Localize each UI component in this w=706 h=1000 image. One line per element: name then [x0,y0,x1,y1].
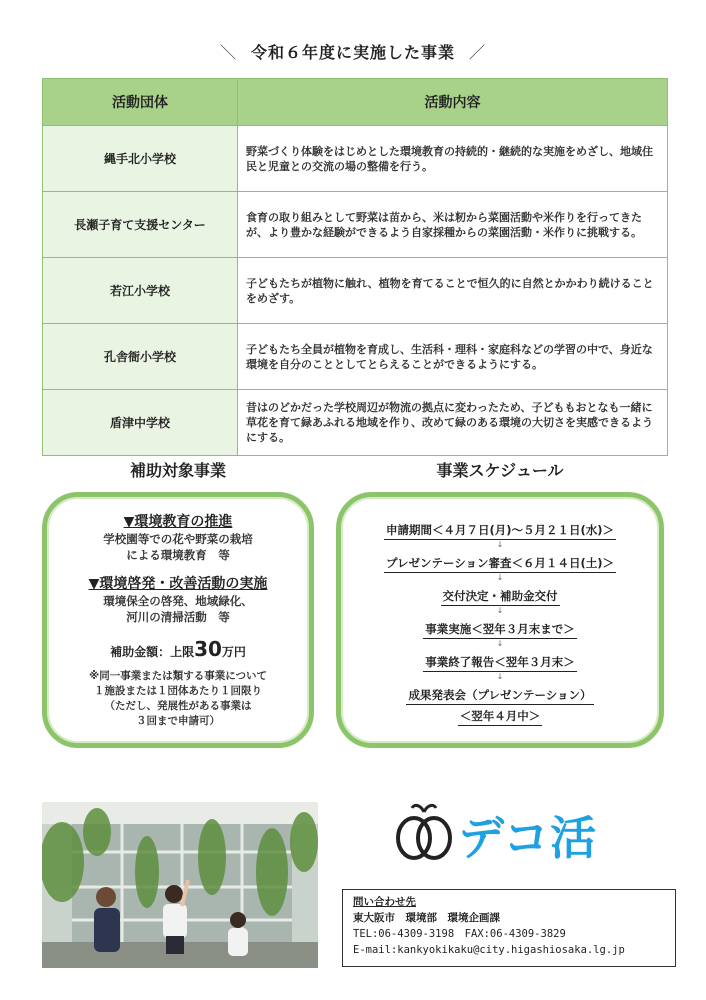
amount-value: 30 [194,637,222,661]
logo-leaf-icon [392,800,456,864]
table-row [43,258,668,324]
support-panel [42,492,314,748]
note-line: １施設または１団体あたり１回限り [94,685,262,697]
contact-box [342,889,676,967]
schedule-step: プレゼンテーション審査＜６月１４日(土)＞ [384,556,616,573]
section-heading [0,40,706,63]
desc-cell: 食育の取り組みとして野菜は苗から、米は籾から菜園活動や米作りを行ってきたが、より豊かな経験ができるよう自家採種からの菜園活動・米作りに挑戦する。 [238,192,668,258]
support-title: 補助対象事業 [129,461,226,480]
schedule-step: ＜翌年４月中＞ [458,709,543,726]
support-item1-heading: ▼環境教育の推進 [123,514,233,530]
amount-label: 補助金額：上限 [110,645,195,659]
schedule-panel [336,492,664,748]
heading-right-mark: ／ [469,43,487,62]
org-cell: 若江小学校 [43,258,238,324]
activities-table [42,78,668,456]
org-cell: 長瀬子育て支援センター [43,192,238,258]
schedule-title: 事業スケジュール [436,461,564,480]
deco-katsu-logo [392,800,632,864]
table-row [43,324,668,390]
support-item1-line2: による環境教育 等 [126,548,230,562]
heading-title: 令和６年度に実施した事業 [250,43,455,62]
org-cell: 盾津中学校 [43,390,238,456]
support-item2-heading: ▼環境啓発・改善活動の実施 [88,576,268,592]
logo-text: デコ活 [458,811,598,865]
down-arrow-icon: ↓ [496,606,504,615]
schedule-step: 交付決定・補助金交付 [441,589,560,606]
org-cell: 縄手北小学校 [43,126,238,192]
photo-illustration [42,802,318,968]
desc-cell: 子どもたちが植物に触れ、植物を育てることで恒久的に自然とかかわり続けることをめざす。 [238,258,668,324]
down-arrow-icon: ↓ [496,573,504,582]
desc-cell: 野菜づくり体験をはじめとした環境教育の持続的・継続的な実施をめざし、地域住民と児童との交流の場の整備を行う。 [238,126,668,192]
table-row [43,192,668,258]
schedule-step: 申請期間＜４月７日(月)～５月２１日(水)＞ [384,523,616,540]
support-item1-line1: 学校園等での花や野菜の栽培 [103,532,253,546]
support-amount [47,637,309,661]
desc-cell: 昔はのどかだった学校周辺が物流の拠点に変わったため、子どももおとなも一緒に草花を育て緑あふれる地域を作り、改めて緑のある環境の大切さを実感できるようにする。 [238,390,668,456]
note-line: ３回まで申請可） [136,715,220,727]
schedule-step: 事業実施＜翌年３月末まで＞ [423,622,577,639]
note-line: （ただし、発展性がある事業は [104,700,252,712]
table-row [43,126,668,192]
table-header-row [43,79,668,126]
contact-email: E-mail:kankyokikaku@city.higashiosaka.lg.jp [353,944,625,956]
support-item2-line1: 環境保全の啓発、地域緑化、 [103,594,253,608]
table-row [43,390,668,456]
down-arrow-icon: ↓ [496,672,504,681]
schedule-step: 事業終了報告＜翌年３月末＞ [423,655,577,672]
contact-phone: TEL:06-4309-3198 FAX:06-4309-3829 [353,928,566,940]
desc-cell: 子どもたち全員が植物を育成し、生活科・理科・家庭科などの学習の中で、身近な環境を自分のこととしてとらえることができるようにする。 [238,324,668,390]
note-line: ※同一事業または類する事業について [89,670,267,682]
down-arrow-icon: ↓ [496,639,504,648]
support-note [47,669,309,729]
header-org: 活動団体 [43,79,238,126]
green-curtain-photo [42,802,318,968]
org-cell: 孔舎衙小学校 [43,324,238,390]
down-arrow-icon: ↓ [496,540,504,549]
contact-title: 問い合わせ先 [353,896,416,908]
support-item2-line2: 河川の清掃活動 等 [126,610,230,624]
amount-unit: 万円 [221,645,246,659]
schedule-step: 成果発表会（プレゼンテーション） [406,688,593,705]
contact-dept: 東大阪市 環境部 環境企画課 [353,912,500,924]
header-desc: 活動内容 [238,79,668,126]
heading-left-mark: ＼ [219,43,237,62]
